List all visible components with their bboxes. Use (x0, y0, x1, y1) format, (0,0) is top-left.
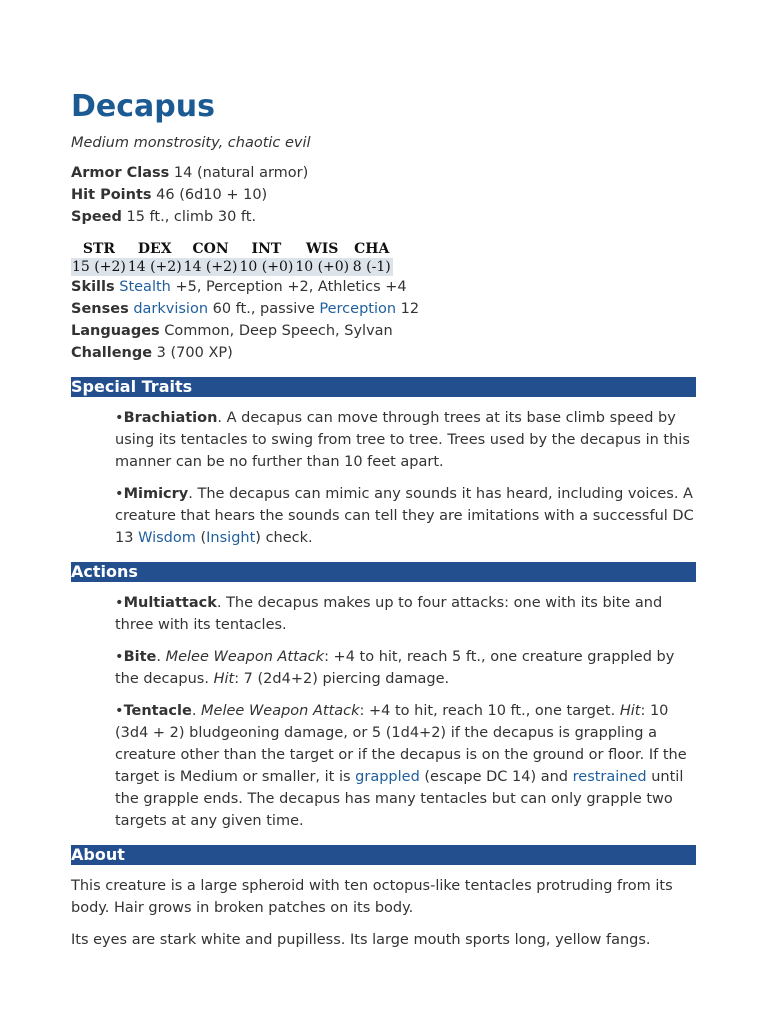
special-traits-list (115, 407, 700, 549)
senses-end: 12 (400, 301, 420, 317)
attack-type: Melee Weapon Attack (165, 649, 325, 665)
skills-label: Skills (71, 279, 115, 295)
action-text-2: : 7 (2d4+2) piercing damage. (234, 671, 450, 687)
hit-label: Hit (213, 671, 235, 687)
hit-points-label: Hit Points (71, 187, 152, 203)
ability-value-dex: 14 (+2) (127, 259, 182, 275)
about-header: About (71, 845, 696, 865)
armor-class-label: Armor Class (71, 165, 170, 181)
ability-header-dex: DEX (137, 241, 172, 257)
skills-row (71, 276, 697, 298)
speed-value: 15 ft., climb 30 ft. (126, 209, 257, 225)
languages-row (71, 320, 697, 342)
about-paragraph-1: This creature is a large spheroid with ten octopus-like tentacles protruding from its body. Hair grows in broken patches on its body. (71, 878, 673, 916)
restrained-link[interactable]: restrained (572, 769, 647, 785)
trait-name: Mimicry (123, 486, 189, 502)
perception-link[interactable]: Perception (319, 301, 397, 317)
challenge-value: 3 (700 XP) (156, 345, 233, 361)
trait-text-end: ) check. (255, 530, 313, 546)
wisdom-link[interactable]: Wisdom (138, 530, 196, 546)
armor-class-value: 14 (natural armor) (173, 165, 309, 181)
actions-list (115, 592, 700, 832)
secondary-stats (71, 276, 697, 364)
creature-type: Medium monstrosity, chaotic evil (71, 135, 311, 151)
action-text: : +4 to hit, reach 10 ft., one target. (359, 703, 620, 719)
action-name: Multiattack (123, 595, 217, 611)
senses-row (71, 298, 697, 320)
trait-text: . The decapus can mimic any sounds it has heard, including voices. A creature that hears the sounds can tell they are imitations with a successful DC 13 (115, 486, 694, 546)
ability-value-cha: 8 (-1) (350, 258, 393, 276)
trait-name: Brachiation (123, 410, 218, 426)
action-name: Tentacle (123, 703, 192, 719)
languages-value: Common, Deep Speech, Sylvan (164, 323, 393, 339)
attack-type: Melee Weapon Attack (201, 703, 360, 719)
insight-link[interactable]: Insight (206, 530, 256, 546)
action-text-3: (escape DC 14) and (419, 769, 573, 785)
grappled-link[interactable]: grappled (355, 769, 420, 785)
action-text: : +4 to hit, reach 5 ft., one creature grappled by the decapus. (115, 649, 675, 687)
trait-text: . A decapus can move through trees at its base climb speed by using its tentacles to swing from tree to tree. Trees used by the decapus in this manner can be no further than 10 feet apart. (115, 410, 690, 470)
page-title: Decapus (71, 89, 215, 124)
trait-mimicry: •Mimicry. The decapus can mimic any sounds it has heard, including voices. A creature that hears the sounds can tell they are imitations with a successful DC 13 Wisdom (Insight) check. (115, 486, 694, 546)
stealth-link[interactable]: Stealth (119, 279, 171, 295)
hit-points-row (71, 184, 697, 206)
languages-label: Languages (71, 323, 160, 339)
ability-value-int: 10 (+0) (239, 259, 294, 275)
armor-class-row (71, 162, 697, 184)
speed-label: Speed (71, 209, 122, 225)
senses-middle: 60 ft., passive (212, 301, 315, 317)
challenge-label: Challenge (71, 345, 153, 361)
ability-value-wis: 10 (+0) (295, 259, 350, 275)
ability-header-con: CON (192, 241, 229, 257)
ability-value-row (71, 258, 393, 276)
ability-header-wis: WIS (306, 241, 339, 257)
ability-header-row (71, 240, 393, 258)
speed-row (71, 206, 697, 228)
action-text: . The decapus makes up to four attacks: one with its bite and three with its tentacles. (115, 595, 663, 633)
actions-header: Actions (71, 562, 696, 582)
challenge-row (71, 342, 697, 364)
skills-values: +5, Perception +2, Athletics +4 (175, 279, 407, 295)
about-paragraph-2: Its eyes are stark white and pupilless. Its large mouth sports long, yellow fangs. (71, 932, 651, 948)
darkvision-link[interactable]: darkvision (133, 301, 209, 317)
ability-value-str: 15 (+2) (72, 259, 126, 275)
senses-label: Senses (71, 301, 129, 317)
core-stats (71, 162, 697, 228)
ability-header-str: STR (82, 241, 115, 257)
hit-points-value: 46 (6d10 + 10) (156, 187, 268, 203)
action-multiattack: •Multiattack. The decapus makes up to four attacks: one with its bite and three with its tentacles. (115, 595, 663, 633)
ability-header-int: INT (251, 241, 282, 257)
ability-scores-table (71, 240, 393, 276)
action-bite: •Bite. Melee Weapon Attack: +4 to hit, reach 5 ft., one creature grappled by the decapus. Hit: 7 (2d4+2) piercing damage. (115, 649, 675, 687)
about-section (71, 875, 697, 951)
action-text-4: until the grapple ends. The decapus has many tentacles but can only grapple two targets at any given time. (115, 769, 684, 829)
ability-value-con: 14 (+2) (183, 259, 238, 275)
action-tentacle: •Tentacle. Melee Weapon Attack: +4 to hit, reach 10 ft., one target. Hit: 10 (3d4 + 2) bludgeoning damage, or 5 (1d4+2) if the decapus is grappling a creature other than the target or if the decapus is on the ground or floor. If the target is Medium or smaller, it is grappled (escape DC 14) and restrained until the grapple ends. The decapus has many tentacles but can only grapple two targets at any given time. (115, 703, 687, 829)
special-traits-header: Special Traits (71, 377, 696, 397)
action-text-2: : 10 (3d4 + 2) bludgeoning damage, or 5 (1d4+2) if the decapus is grappling a creature other than the target or if the decapus is on the ground or floor. If the target is Medium or smaller, it is (115, 703, 687, 785)
action-name: Bite (123, 649, 157, 665)
ability-header-cha: CHA (354, 241, 390, 257)
hit-label: Hit (619, 703, 641, 719)
trait-brachiation: •Brachiation. A decapus can move through trees at its base climb speed by using its tentacles to swing from tree to tree. Trees used by the decapus in this manner can be no further than 10 feet apart. (115, 410, 690, 470)
